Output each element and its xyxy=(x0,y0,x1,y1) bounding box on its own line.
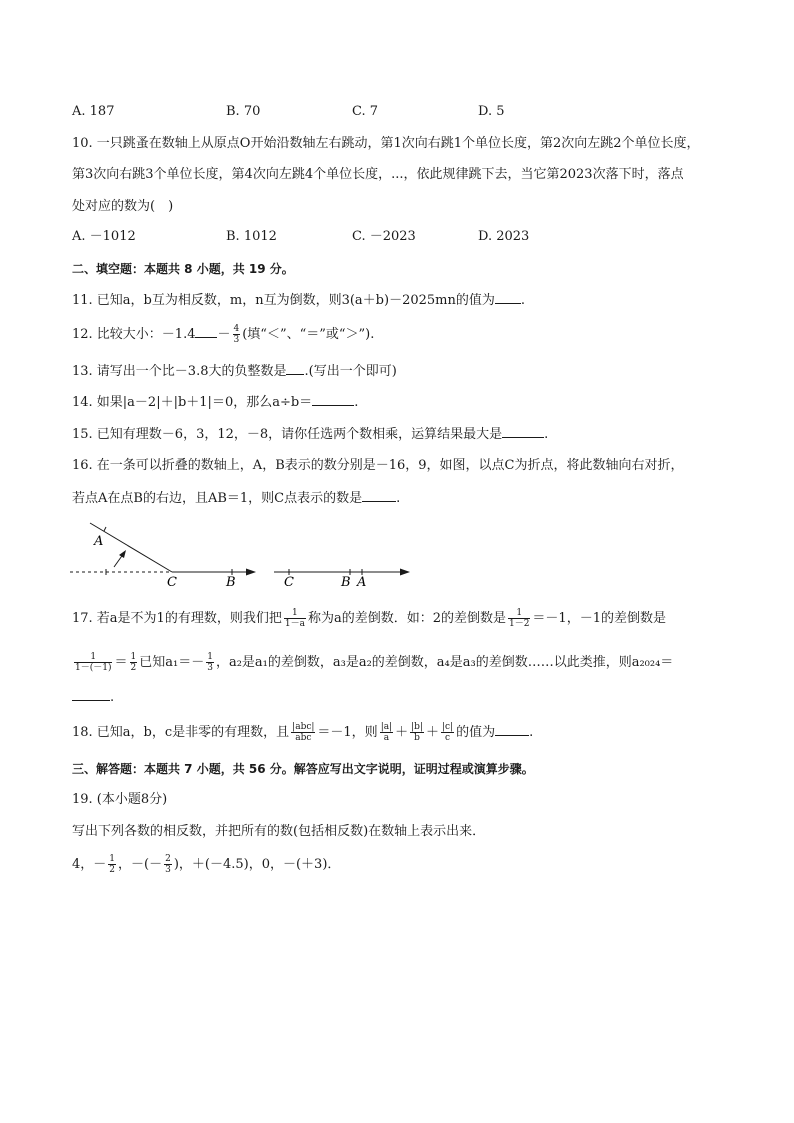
q19-frac-1 xyxy=(108,854,116,875)
q19-num-text-1: 4，－ xyxy=(72,857,107,872)
q12-fraction xyxy=(233,324,241,345)
q15 xyxy=(72,425,548,444)
section-2-heading: 二、填空题：本题共 8 小题，共 19 分。 xyxy=(72,262,294,276)
right-axis-arrow xyxy=(400,569,410,576)
q17-frac-4-num: 1 xyxy=(130,652,137,662)
section-3-heading: 三、解答题：本题共 7 小题，共 56 分。解答应写出文字说明，证明过程或演算步骤。 xyxy=(72,762,534,776)
q17-frac-1-num: 1 xyxy=(284,608,306,619)
q19-heading: 19. (本小题8分) xyxy=(72,792,168,807)
label-c2: C xyxy=(284,575,294,590)
q17-text-5: ，a₂是a₁的差倒数，a₃是a₂的差倒数，a₄是a₃的差倒数……以此类推，则a₂₀₂₄＝ xyxy=(215,655,674,670)
q17-frac-3-den: 1－(－1) xyxy=(75,663,112,673)
q17-frac-3-num: 1 xyxy=(74,652,112,663)
q18-frac-1 xyxy=(291,722,315,743)
q14-before: 14. 如果|a－2|＋|b＋1|＝0，那么a÷b＝ xyxy=(72,395,313,410)
q14 xyxy=(72,393,358,412)
q17-frac-2-num: 1 xyxy=(508,608,530,619)
q11-answer-blank[interactable] xyxy=(495,291,521,304)
q19-frac-1-den: 2 xyxy=(109,865,116,875)
q18 xyxy=(72,722,533,743)
q15-after: . xyxy=(544,427,549,442)
q16-answer-blank[interactable] xyxy=(362,489,396,502)
q18-frac-4-den: c xyxy=(445,733,451,743)
q19-frac-2-num: 2 xyxy=(165,854,171,864)
q9-option-b[interactable]: B. 70 xyxy=(226,104,261,119)
q10-line-2: 第3次向右跳3个单位长度，第4次向左跳4个单位长度，...，依此规律跳下去，当它第2023次落下时，落点 xyxy=(72,167,684,182)
label-b2: B xyxy=(341,575,351,590)
q18-text-3: 的值为 xyxy=(456,725,496,740)
label-a: A xyxy=(94,534,104,549)
q17-answer-blank[interactable] xyxy=(72,688,110,701)
q19-num-text-3: )，＋(－4.5)，0，－(＋3)． xyxy=(173,857,341,872)
q16-line-2-text: 若点A在点B的右边，且AB＝1，则C点表示的数是 xyxy=(72,491,363,506)
q10-line-3: 处对应的数为( ) xyxy=(72,199,174,214)
q17-eq: ＝ xyxy=(114,655,128,670)
q18-text-1: 18. 已知a，b，c是非零的有理数，且 xyxy=(72,725,290,740)
q17-frac-4-den: 2 xyxy=(130,663,137,673)
q17-text-3: ＝－1，－1的差倒数是 xyxy=(532,611,666,626)
q19-num-text-2: ，－(－ xyxy=(118,857,163,872)
label-b: B xyxy=(226,575,236,590)
q10-line-1: 10. 一只跳蚤在数轴上从原点O开始沿数轴左右跳动，第1次向右跳1个单位长度，第2次向左跳2个单位长度， xyxy=(72,136,700,151)
q15-answer-blank[interactable] xyxy=(502,425,544,438)
q17-frac-5-num: 1 xyxy=(207,652,213,662)
q16-line-2 xyxy=(72,489,400,508)
q16-line-1: 16. 在一条可以折叠的数轴上，A，B表示的数分别是－16，9，如图，以点C为折点，将此数轴向右对折， xyxy=(72,458,684,473)
q18-end: . xyxy=(529,725,534,740)
q18-frac-2-den: a xyxy=(383,733,390,743)
label-c: C xyxy=(167,575,177,590)
q12-frac-num: 4 xyxy=(233,324,240,334)
q15-before: 15. 已知有理数－6，3，12，－8，请你任选两个数相乘，运算结果最大是 xyxy=(72,427,503,442)
left-axis-arrow xyxy=(246,569,256,576)
q14-after: . xyxy=(354,395,359,410)
q10-option-c[interactable]: C. －2023 xyxy=(352,229,416,244)
q10-option-a[interactable]: A. －1012 xyxy=(72,229,136,244)
q12-neg: － xyxy=(217,327,231,342)
q17-frac-1 xyxy=(284,608,306,629)
q17-line-3 xyxy=(72,688,114,707)
q18-frac-1-num: |abc| xyxy=(292,722,315,732)
q18-frac-2 xyxy=(380,722,393,743)
q11-text: 11. 已知a，b互为相反数，m，n互为倒数，则3(a＋b)－2025mn的值为 xyxy=(72,293,495,308)
q11: 11. 已知a，b互为相反数，m，n互为倒数，则3(a＋b)－2025mn的值为 . xyxy=(72,293,525,308)
q18-plus-1: ＋ xyxy=(395,725,409,740)
q18-frac-3-den: b xyxy=(414,733,420,743)
q10-option-d[interactable]: D. 2023 xyxy=(478,229,530,244)
q17-text-1: 17. 若a是不为1的有理数，则我们把 xyxy=(72,611,282,626)
q18-frac-2-num: |a| xyxy=(380,722,393,732)
q19-description: 写出下列各数的相反数，并把所有的数(包括相反数)在数轴上表示出来． xyxy=(72,824,486,839)
q13-before: 13. 请写出一个比－3.8大的负整数是 xyxy=(72,364,287,379)
q18-text-2: ＝－1，则 xyxy=(317,725,378,740)
q17-frac-5-den: 3 xyxy=(207,663,213,673)
q19-numbers xyxy=(72,854,340,875)
q19-frac-2 xyxy=(164,854,172,875)
q17-text-4: 已知a₁＝－ xyxy=(139,655,205,670)
q12-before: 12. 比较大小：－1.4 xyxy=(72,327,196,342)
q9-option-c[interactable]: C. 7 xyxy=(352,104,379,119)
q18-answer-blank[interactable] xyxy=(495,723,529,736)
label-a2: A xyxy=(357,575,367,590)
q13 xyxy=(72,362,397,381)
q18-frac-3 xyxy=(410,722,424,743)
q18-frac-4-num: |c| xyxy=(441,722,454,732)
q17-frac-3 xyxy=(74,652,112,673)
q17-line-1 xyxy=(72,608,666,629)
fold-arrow-head xyxy=(119,550,126,558)
q17-frac-2 xyxy=(508,608,530,629)
q13-after: .(写出一个即可) xyxy=(304,364,397,379)
q12-after: (填“＜”、“＝”或“＞”). xyxy=(242,327,375,342)
q17-frac-4 xyxy=(130,652,138,673)
q16-line-2-end: . xyxy=(396,491,401,506)
q17-frac-2-den: 1－2 xyxy=(508,619,530,629)
q9-option-d[interactable]: D. 5 xyxy=(478,104,505,119)
q12-frac-den: 3 xyxy=(233,335,240,345)
q17-text-2: 称为a的差倒数．如：2的差倒数是 xyxy=(307,611,506,626)
q19-frac-1-num: 1 xyxy=(109,854,116,864)
q18-frac-3-num: |b| xyxy=(411,722,423,732)
q12-answer-blank[interactable] xyxy=(195,325,217,338)
q12 xyxy=(72,324,374,345)
q14-answer-blank[interactable] xyxy=(312,393,354,406)
q10-option-b[interactable]: B. 1012 xyxy=(226,229,277,244)
q19-frac-2-den: 3 xyxy=(165,865,171,875)
q16-folding-number-line-figure xyxy=(66,515,416,590)
q17-line-2 xyxy=(72,652,673,673)
q17-frac-1-den: 1－a xyxy=(284,619,305,629)
q17-end: . xyxy=(110,690,115,705)
tick-a-folded xyxy=(104,527,106,531)
q18-frac-1-den: abc xyxy=(295,733,312,743)
q17-frac-5 xyxy=(206,652,214,673)
q18-frac-4 xyxy=(441,722,454,743)
q18-plus-2: ＋ xyxy=(425,725,439,740)
q13-answer-blank[interactable] xyxy=(286,362,304,375)
q9-option-a[interactable]: A. 187 xyxy=(72,104,115,119)
